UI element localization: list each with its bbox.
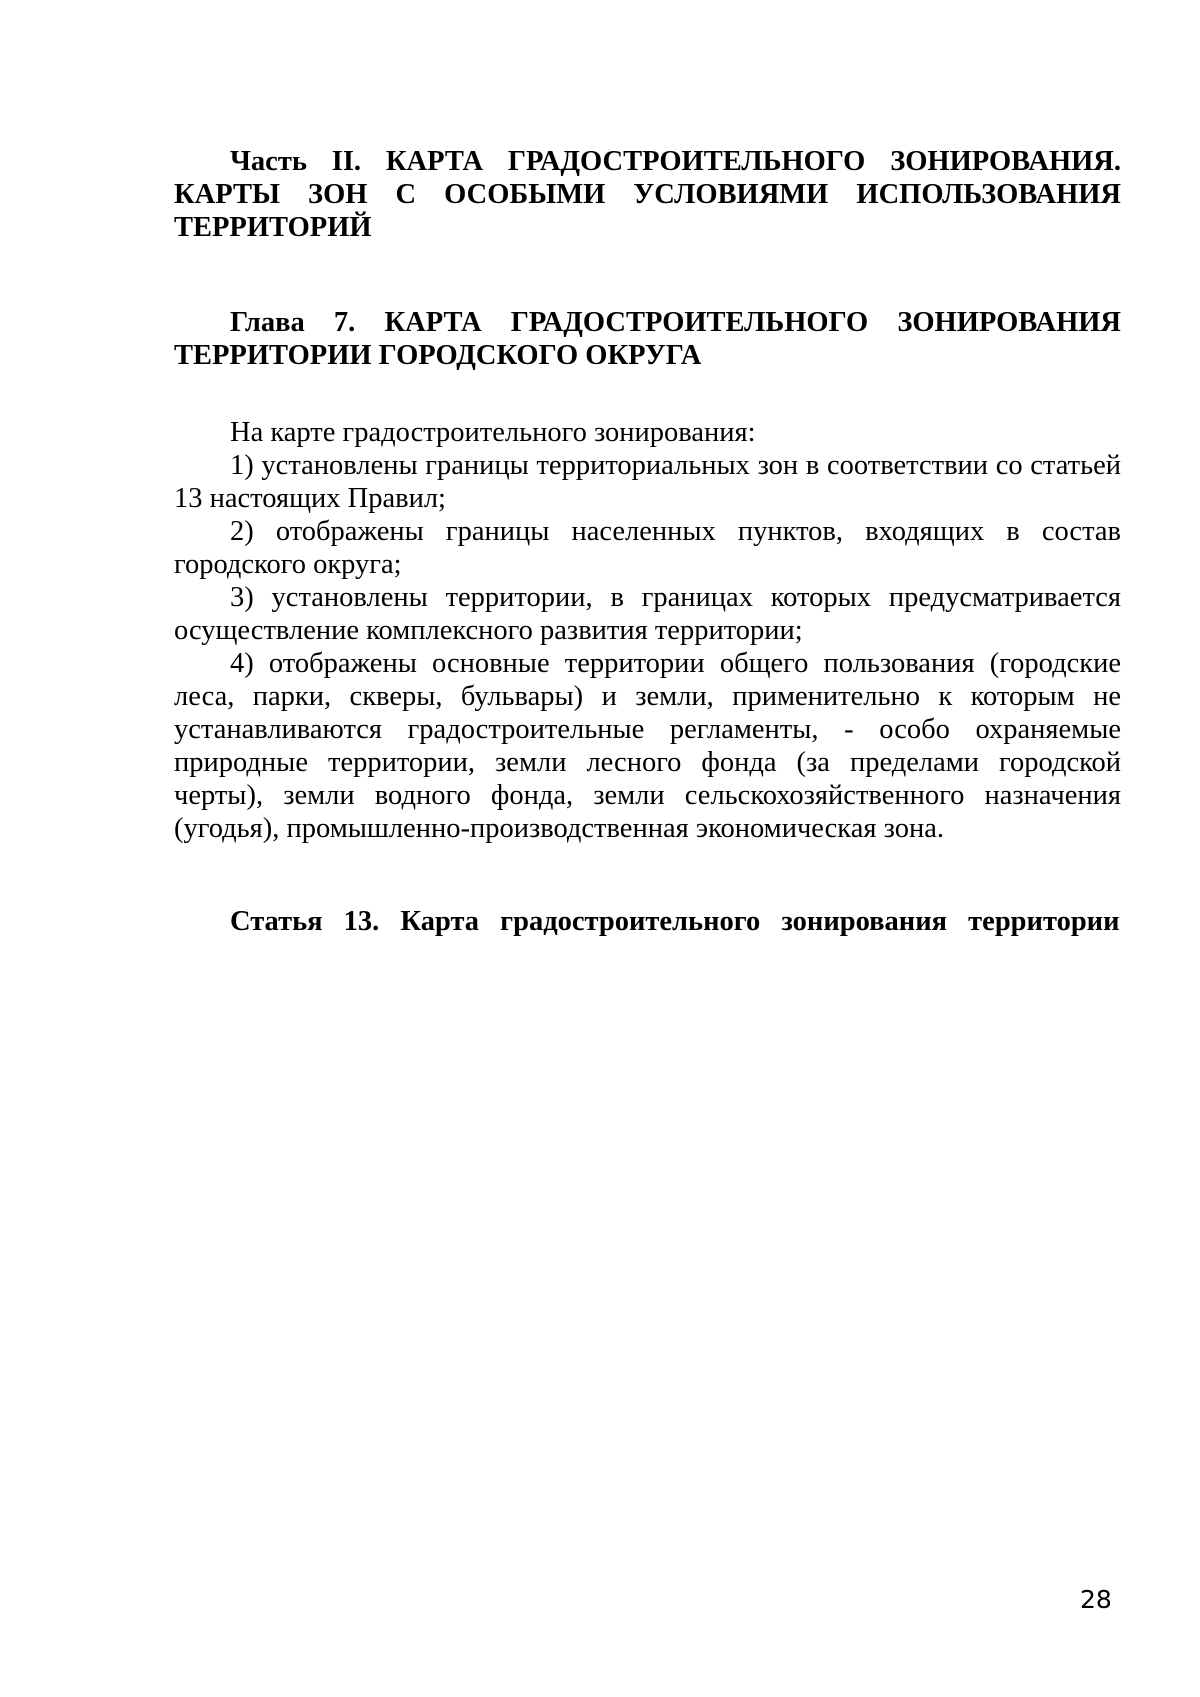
list-item-3: 3) установлены территории, в границах которых предусматривается осуществление комплексного развития территории; — [174, 582, 1121, 646]
document-page — [174, 145, 1121, 938]
page-number: 28 — [1080, 1585, 1112, 1614]
article-heading: Статья 13. Карта градостроительного зонирования территории — [230, 906, 1120, 937]
chapter-heading: Глава 7. КАРТА ГРАДОСТРОИТЕЛЬНОГО ЗОНИРОВАНИЯ ТЕРРИТОРИИ ГОРОДСКОГО ОКРУГА — [174, 307, 1121, 371]
list-item-4: 4) отображены основные территории общего пользования (городские леса, парки, скверы, бульвары) и земли, применительно к которым не устанавливаются градостроительные регламенты, - особо охраняемые природные территории, земли лесного фонда (за пределами городской черты), земли водного фонда, земли сельскохозяйственного назначения (угодья), промышленно-производственная экономическая зона. — [174, 648, 1121, 844]
list-item-2: 2) отображены границы населенных пунктов, входящих в состав городского округа; — [174, 516, 1121, 580]
part-heading: Часть II. КАРТА ГРАДОСТРОИТЕЛЬНОГО ЗОНИРОВАНИЯ. КАРТЫ ЗОН С ОСОБЫМИ УСЛОВИЯМИ ИСПОЛЬЗОВАНИЯ ТЕРРИТОРИЙ — [174, 146, 1121, 243]
intro-paragraph: На карте градостроительного зонирования: — [230, 417, 756, 448]
list-item-1: 1) установлены границы территориальных зон в соответствии со статьей 13 настоящих Правил; — [174, 450, 1121, 514]
